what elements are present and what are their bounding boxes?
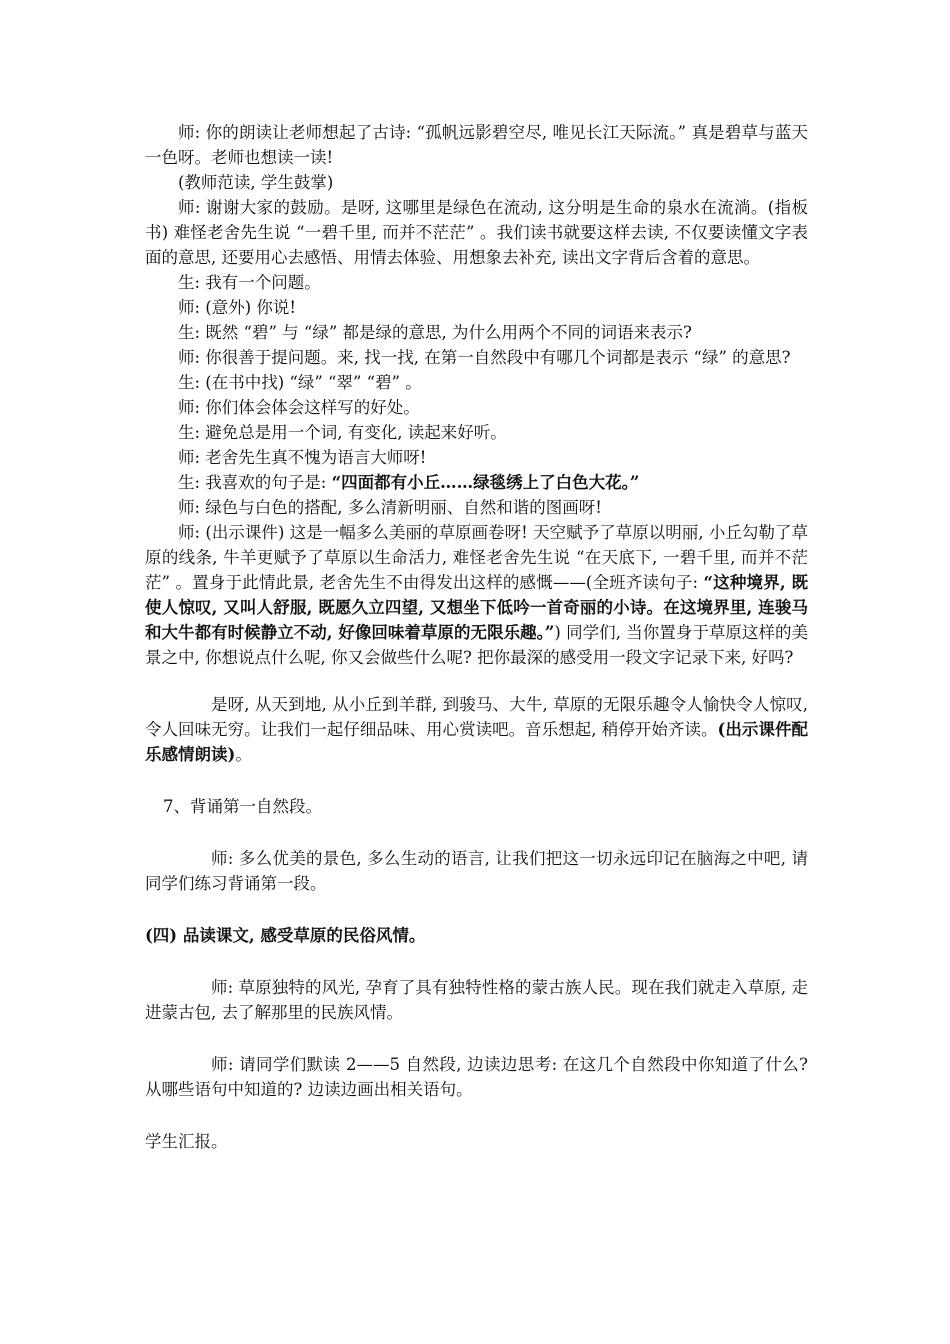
bold-quote: “四面都有小丘……绿毯绣上了白色大花。” (331, 473, 640, 492)
bold-quote: “这种境界, 既使人惊叹, 又叫人舒服, 既愿久立四望, 又想坐下低吟一首奇丽的小诗。在这境界里, 连骏马和大牛都有时候静立不动, 好像回味着草原的无限乐趣。” (145, 573, 808, 642)
paragraph-student-variety: 生: 避免总是用一个词, 有变化, 读起来好听。 (178, 423, 507, 442)
paragraph-teacher-find: 师: 你很善于提问题。来, 找一找, 在第一自然段中有哪几个词都是表示 “绿” 的意思? (178, 348, 791, 367)
paragraph-silent-reading: 师: 请同学们默读 2——5 自然段, 边读边思考: 在这几个自然段中你知道了什么? 从哪些语句中知道的? 边读边画出相关语句。 (145, 1055, 808, 1099)
paragraph-student-question: 生: 我有一个问题。 (178, 273, 321, 292)
section-heading (145, 923, 808, 948)
text-span: 。 (235, 745, 252, 764)
text-span: ) 同学们, 当你置身于草原这样的美景之中, 你想说点什么呢, 你又会做些什么呢? 把你最深的感受用一段文字记录下来, 好吗? (145, 623, 809, 667)
paragraph-teacher-surprise: 师: (意外) 你说! (178, 298, 297, 317)
paragraph-teacher-courseware (145, 520, 808, 670)
paragraph-teacher-master: 师: 老舍先生真不愧为语言大师呀! (178, 448, 427, 467)
paragraph-grassland-people: 师: 草原独特的风光, 孕育了具有独特性格的蒙古族人民。现在我们就走入草原, 走进蒙古包, 去了解那里的民族风情。 (145, 978, 808, 1022)
document-page (145, 120, 808, 1154)
paragraph-student-favorite (145, 470, 808, 495)
paragraph-teacher-demo: (教师范读, 学生鼓掌) (178, 173, 334, 192)
step-heading: 7、背诵第一自然段。 (163, 797, 322, 816)
paragraph-student-green: 生: 既然 “碧” 与 “绿” 都是绿的意思, 为什么用两个不同的词语来表示? (178, 323, 692, 342)
bold-instruction: (出示课件配乐感情朗读) (145, 720, 808, 764)
paragraph-summary (145, 692, 808, 767)
text-span: 是呀, 从天到地, 从小丘到羊群, 到骏马、大牛, 草原的无限乐趣令人愉快令人惊叹, 令人回味无穷。让我们一起仔细品味、用心赏读吧。音乐想起, 稍停开始齐读。 (145, 695, 808, 739)
paragraph-student-words: 生: (在书中找) “绿” “翠” “碧” 。 (178, 373, 422, 392)
paragraph-teacher-thanks: 师: 谢谢大家的鼓励。是呀, 这哪里是绿色在流动, 这分明是生命的泉水在流淌。(指板书) 难怪老舍先生说 “一碧千里, 而并不茫茫” 。我们读书就要这样去读, 不仅要读懂文字表面的意思, 还要用心去感悟、用情去体验、用想象去补充, 读出文字背后含着的意思。 (145, 198, 808, 267)
paragraph-teacher-reading: 师: 你的朗读让老师想起了古诗: “孤帆远影碧空尽, 唯见长江天际流。” 真是碧草与蓝天一色呀。老师也想读一读! (145, 123, 808, 167)
text-span: 师: (出示课件) 这是一幅多么美丽的草原画卷呀! 天空赋予了草原以明丽, 小丘勾勒了草原的线条, 牛羊更赋予了草原以生命活力, 难怪老舍先生说 “在天底下, 一碧千里, 而并不茫茫” 。置身于此情此景, 老舍先生不由得发出这样的感慨——(全班齐读句子: (145, 523, 808, 592)
text-span: 生: 我喜欢的句子是: (178, 473, 332, 492)
paragraph-recite: 师: 多么优美的景色, 多么生动的语言, 让我们把这一切永远印记在脑海之中吧, 请同学们练习背诵第一段。 (145, 849, 808, 893)
section-heading-text: (四) 品读课文, 感受草原的民俗风情。 (145, 926, 426, 945)
paragraph-teacher-benefit: 师: 你们体会体会这样写的好处。 (178, 398, 420, 417)
paragraph-student-report: 学生汇报。 (145, 1132, 228, 1151)
paragraph-teacher-colors: 师: 绿色与白色的搭配, 多么清新明丽、自然和谐的图画呀! (178, 498, 602, 517)
